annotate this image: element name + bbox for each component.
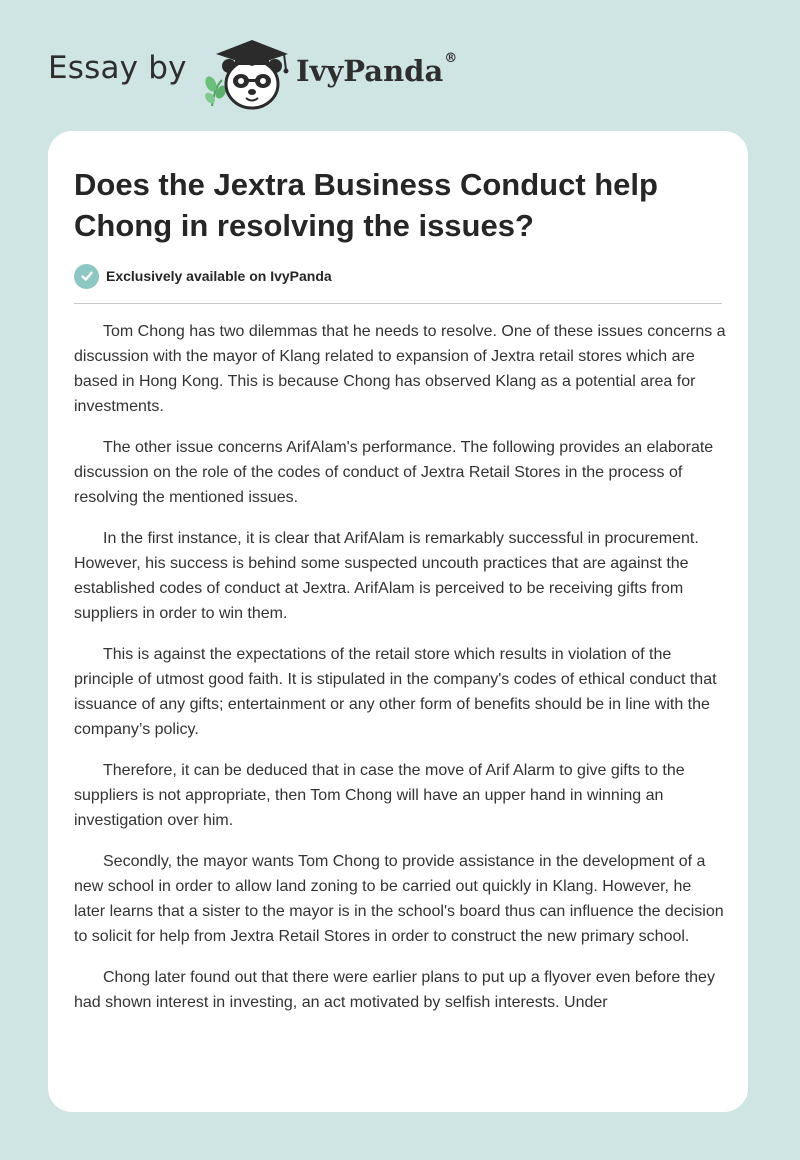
essay-by-label: Essay by <box>48 50 187 86</box>
site-header <box>48 36 508 116</box>
check-icon <box>74 264 99 289</box>
paragraph: Tom Chong has two dilemmas that he needs to resolve. One of these issues concerns a discussion with the mayor of Klang related to expansion of Jextra retail stores which are based in Hong Kong. This is because Chong has observed Klang as a potential area for investments. <box>74 323 726 415</box>
exclusive-badge-label: Exclusively available on IvyPanda <box>106 268 332 284</box>
paragraph: This is against the expectations of the retail store which results in violation of the principle of utmost good faith. It is stipulated in the company's codes of ethical conduct that issuance of any gifts; entertainment or any other form of benefits should be in line with the company’s policy. <box>74 646 717 738</box>
page-title: Does the Jextra Business Conduct help Chong in resolving the issues? <box>74 167 658 243</box>
registered-mark: ® <box>444 51 458 66</box>
paragraph: Therefore, it can be deduced that in case the move of Arif Alarm to give gifts to the suppliers is not appropriate, then Tom Chong will have an upper hand in winning an investigation over him. <box>74 762 685 829</box>
essay-body <box>74 319 726 1031</box>
paragraph: In the first instance, it is clear that ArifAlam is remarkably successful in procurement. However, his success is behind some suspected uncouth practices that are against the established codes of conduct at Jextra. ArifAlam is perceived to be receiving gifts from suppliers in order to win them. <box>74 530 699 622</box>
divider <box>74 303 722 304</box>
exclusive-badge <box>74 263 332 289</box>
brand-name-text: IvyPanda <box>296 54 444 88</box>
ivypanda-brand[interactable] <box>296 51 458 88</box>
panda-logo-icon[interactable] <box>202 36 294 112</box>
paragraph: Chong later found out that there were earlier plans to put up a flyover even before they had shown interest in investing, an act motivated by selfish interests. Under <box>74 969 715 1011</box>
paragraph: Secondly, the mayor wants Tom Chong to provide assistance in the development of a new school in order to allow land zoning to be carried out quickly in Klang. However, he later learns that a sister to the mayor is in the school's board thus can influence the decision to solicit for help from Jextra Retail Stores in order to construct the new primary school. <box>74 853 724 945</box>
leaf-icon <box>203 75 228 106</box>
essay-card <box>48 131 748 1112</box>
paragraph: The other issue concerns ArifAlam's performance. The following provides an elaborate discussion on the role of the codes of conduct of Jextra Retail Stores in the process of resolving the mentioned issues. <box>74 439 714 506</box>
